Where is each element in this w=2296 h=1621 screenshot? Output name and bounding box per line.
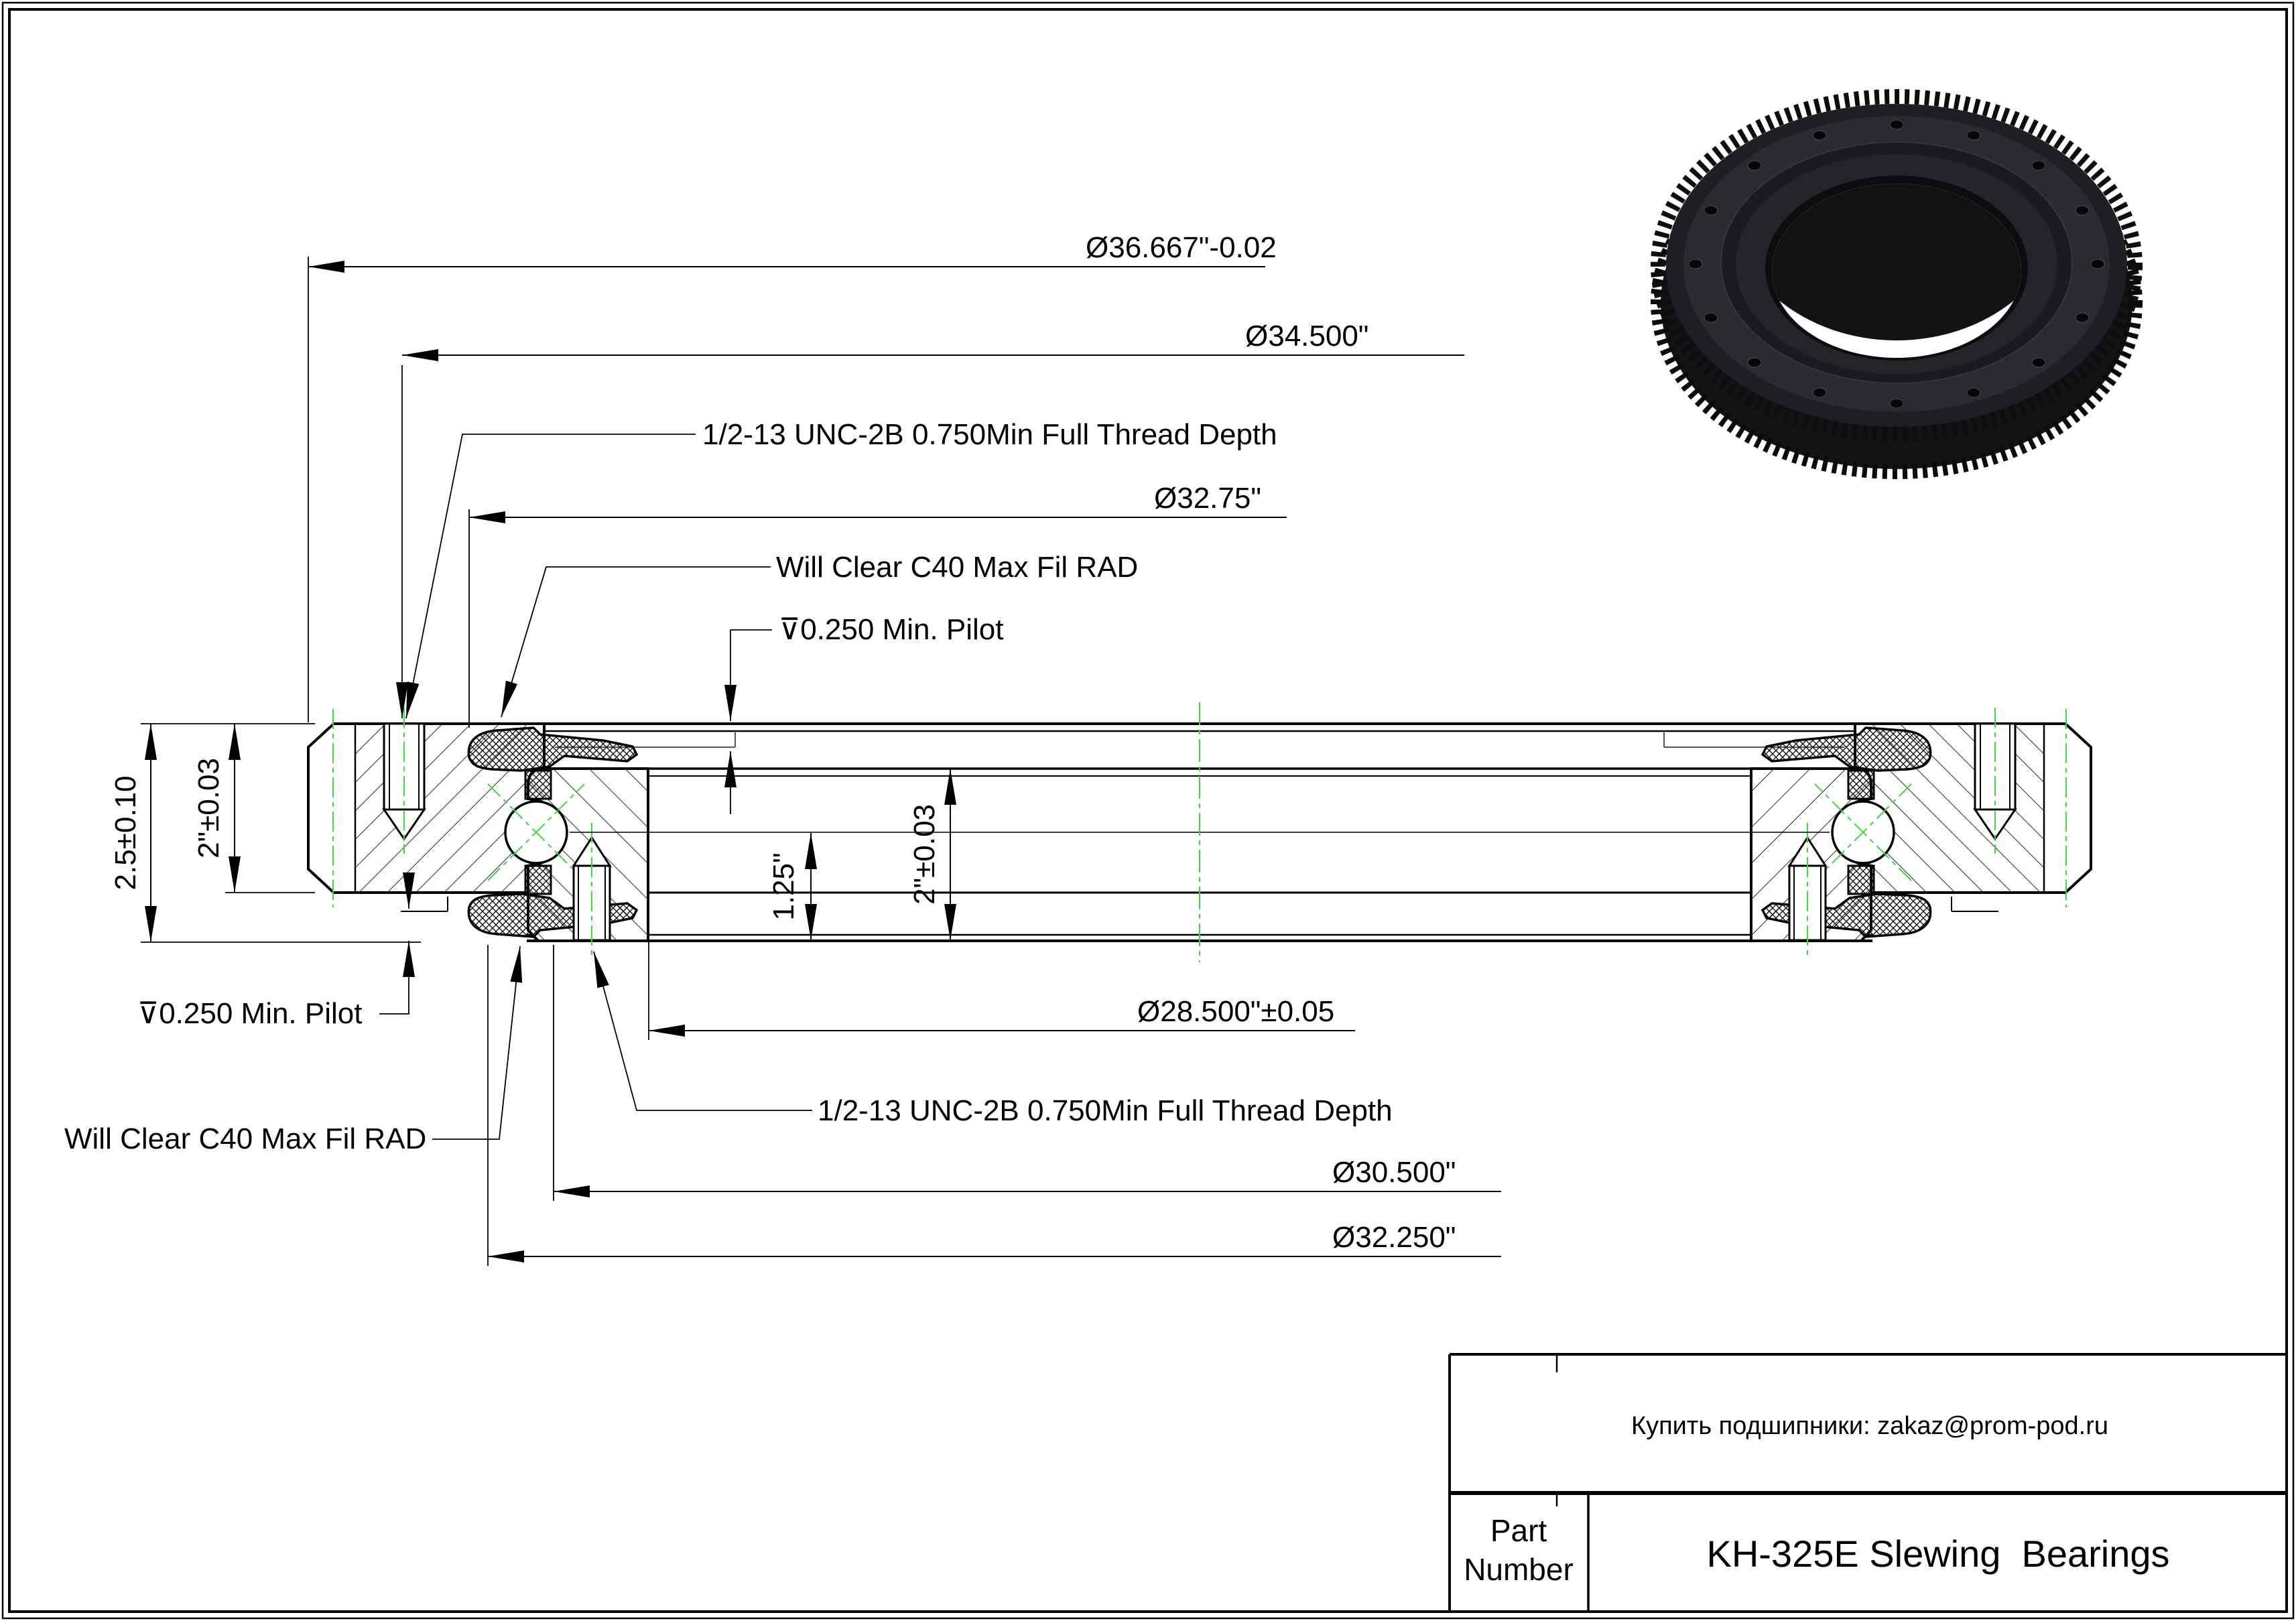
dim-pilot-top: ⊽0.250 Min. Pilot	[779, 613, 1004, 646]
dim-clearance-top: Will Clear C40 Max Fil RAD	[776, 551, 1139, 584]
section-view	[308, 702, 2091, 962]
supplier-note: Купить подшипники: zakaz@prom-pod.ru	[1631, 1412, 2109, 1440]
seal-hook-upper	[468, 728, 637, 771]
dim-seal-dia-top: Ø32.75"	[1154, 482, 1261, 515]
dim-bolt-circle-bottom: Ø30.500"	[1332, 1156, 1456, 1189]
dim-inner-ring-height: 2"±0.03	[908, 804, 941, 905]
part-number-label-line1: Part	[1490, 1513, 1547, 1548]
dim-pilot-bottom: ⊽0.250 Min. Pilot	[137, 997, 363, 1030]
dim-bore-dia: Ø28.500"±0.05	[1137, 995, 1335, 1028]
dimensions	[64, 231, 1501, 1266]
bearing-3d-render	[1658, 56, 2135, 472]
dim-outer-dia: Ø36.667"-0.02	[1086, 231, 1277, 264]
part-name: KH-325E Slewing Bearings	[1706, 1533, 2170, 1575]
seal-lower	[525, 866, 551, 894]
seal-upper	[525, 771, 551, 799]
dim-outer-ring-height: 2"±0.03	[192, 758, 225, 858]
title-block	[1450, 1354, 2287, 1613]
part-number-label-line2: Number	[1464, 1552, 1574, 1587]
dim-thread-bottom: 1/2-13 UNC-2B 0.750Min Full Thread Depth	[818, 1094, 1393, 1127]
dim-thread-top: 1/2-13 UNC-2B 0.750Min Full Thread Depth	[702, 418, 1277, 451]
dim-race-to-bottom: 1.25"	[767, 852, 800, 921]
dim-clearance-bottom: Will Clear C40 Max Fil RAD	[64, 1122, 427, 1155]
dim-bolt-circle-top: Ø34.500"	[1245, 320, 1369, 352]
dim-overall-height: 2.5±0.10	[109, 775, 142, 891]
dim-seal-dia-bottom: Ø32.250"	[1332, 1221, 1456, 1254]
